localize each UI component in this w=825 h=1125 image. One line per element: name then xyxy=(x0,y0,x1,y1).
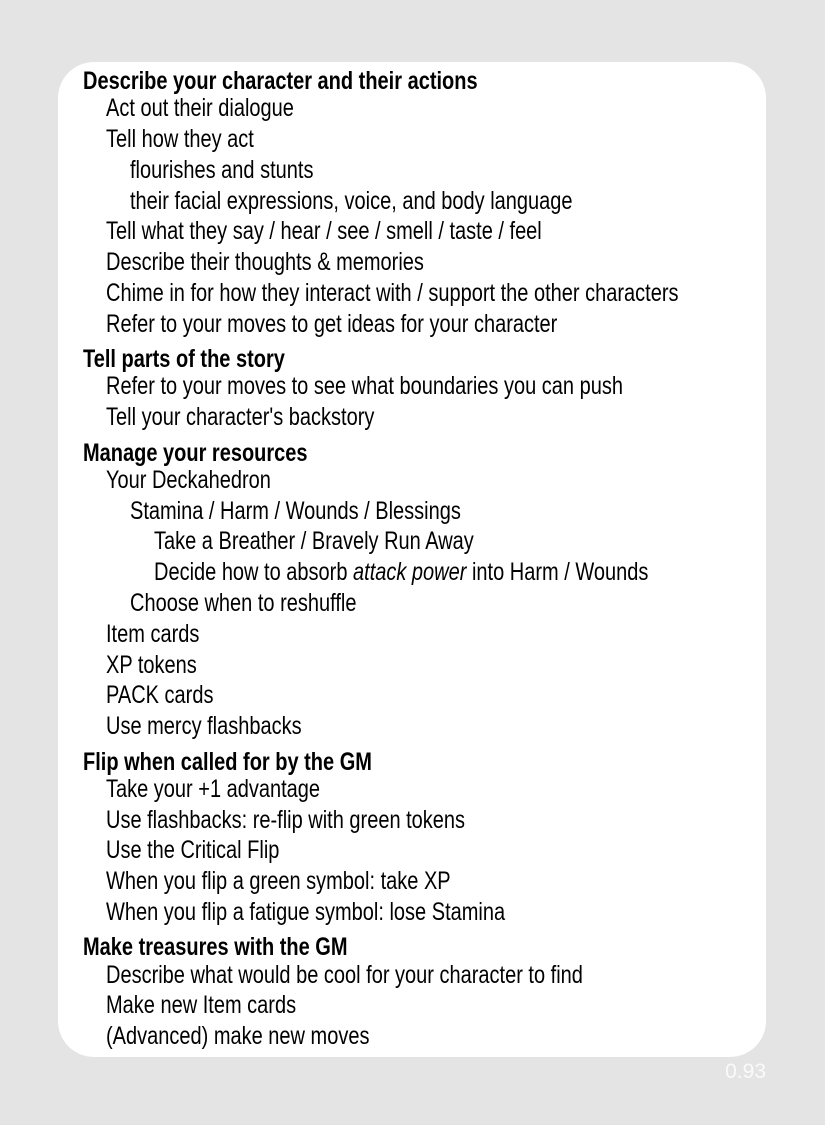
section xyxy=(83,66,766,340)
sections-list xyxy=(83,66,766,1052)
list-item: (Advanced) make new moves xyxy=(106,1022,370,1051)
section xyxy=(83,932,766,1052)
section xyxy=(83,747,766,928)
list-item: Describe what would be cool for your character to find xyxy=(106,960,583,989)
section-heading: Manage your resources xyxy=(83,438,308,467)
version-label: 0.93 xyxy=(725,1060,766,1083)
rules-reference-card xyxy=(58,62,766,1057)
list-item: Choose when to reshuffle xyxy=(130,589,357,618)
list-item: Tell your character's backstory xyxy=(106,403,375,432)
list-item: PACK cards xyxy=(106,681,214,710)
list-item: Decide how to absorb attack power into Harm / Wounds xyxy=(154,558,649,587)
list-item: Tell how they act xyxy=(106,125,254,154)
list-item: their facial expressions, voice, and body language xyxy=(130,186,573,215)
list-item: Your Deckahedron xyxy=(106,465,271,494)
list-item: XP tokens xyxy=(106,650,197,679)
list-item: Take your +1 advantage xyxy=(106,774,321,803)
section xyxy=(83,344,766,433)
list-item: Take a Breather / Bravely Run Away xyxy=(154,527,474,556)
list-item: Tell what they say / hear / see / smell / taste / feel xyxy=(106,217,542,246)
section-heading: Flip when called for by the GM xyxy=(83,747,372,776)
section-heading: Make treasures with the GM xyxy=(83,933,348,962)
list-item: When you flip a fatigue symbol: lose Stamina xyxy=(106,898,506,927)
list-item: Use the Critical Flip xyxy=(106,836,280,865)
section-heading: Describe your character and their actions xyxy=(83,67,478,95)
list-item: Refer to your moves to see what boundaries you can push xyxy=(106,372,623,401)
list-item: Act out their dialogue xyxy=(106,94,294,123)
list-item: Refer to your moves to get ideas for your character xyxy=(106,309,558,338)
list-item: Use flashbacks: re-flip with green tokens xyxy=(106,805,466,834)
section xyxy=(83,438,766,742)
list-item: Make new Item cards xyxy=(106,991,297,1020)
list-item: Chime in for how they interact with / support the other characters xyxy=(106,279,679,308)
list-item: Use mercy flashbacks xyxy=(106,712,302,741)
list-item: Stamina / Harm / Wounds / Blessings xyxy=(130,496,461,525)
list-item: Item cards xyxy=(106,619,200,648)
list-item: Describe their thoughts & memories xyxy=(106,248,424,277)
section-heading: Tell parts of the story xyxy=(83,345,285,374)
list-item: When you flip a green symbol: take XP xyxy=(106,867,451,896)
list-item: flourishes and stunts xyxy=(130,155,314,184)
